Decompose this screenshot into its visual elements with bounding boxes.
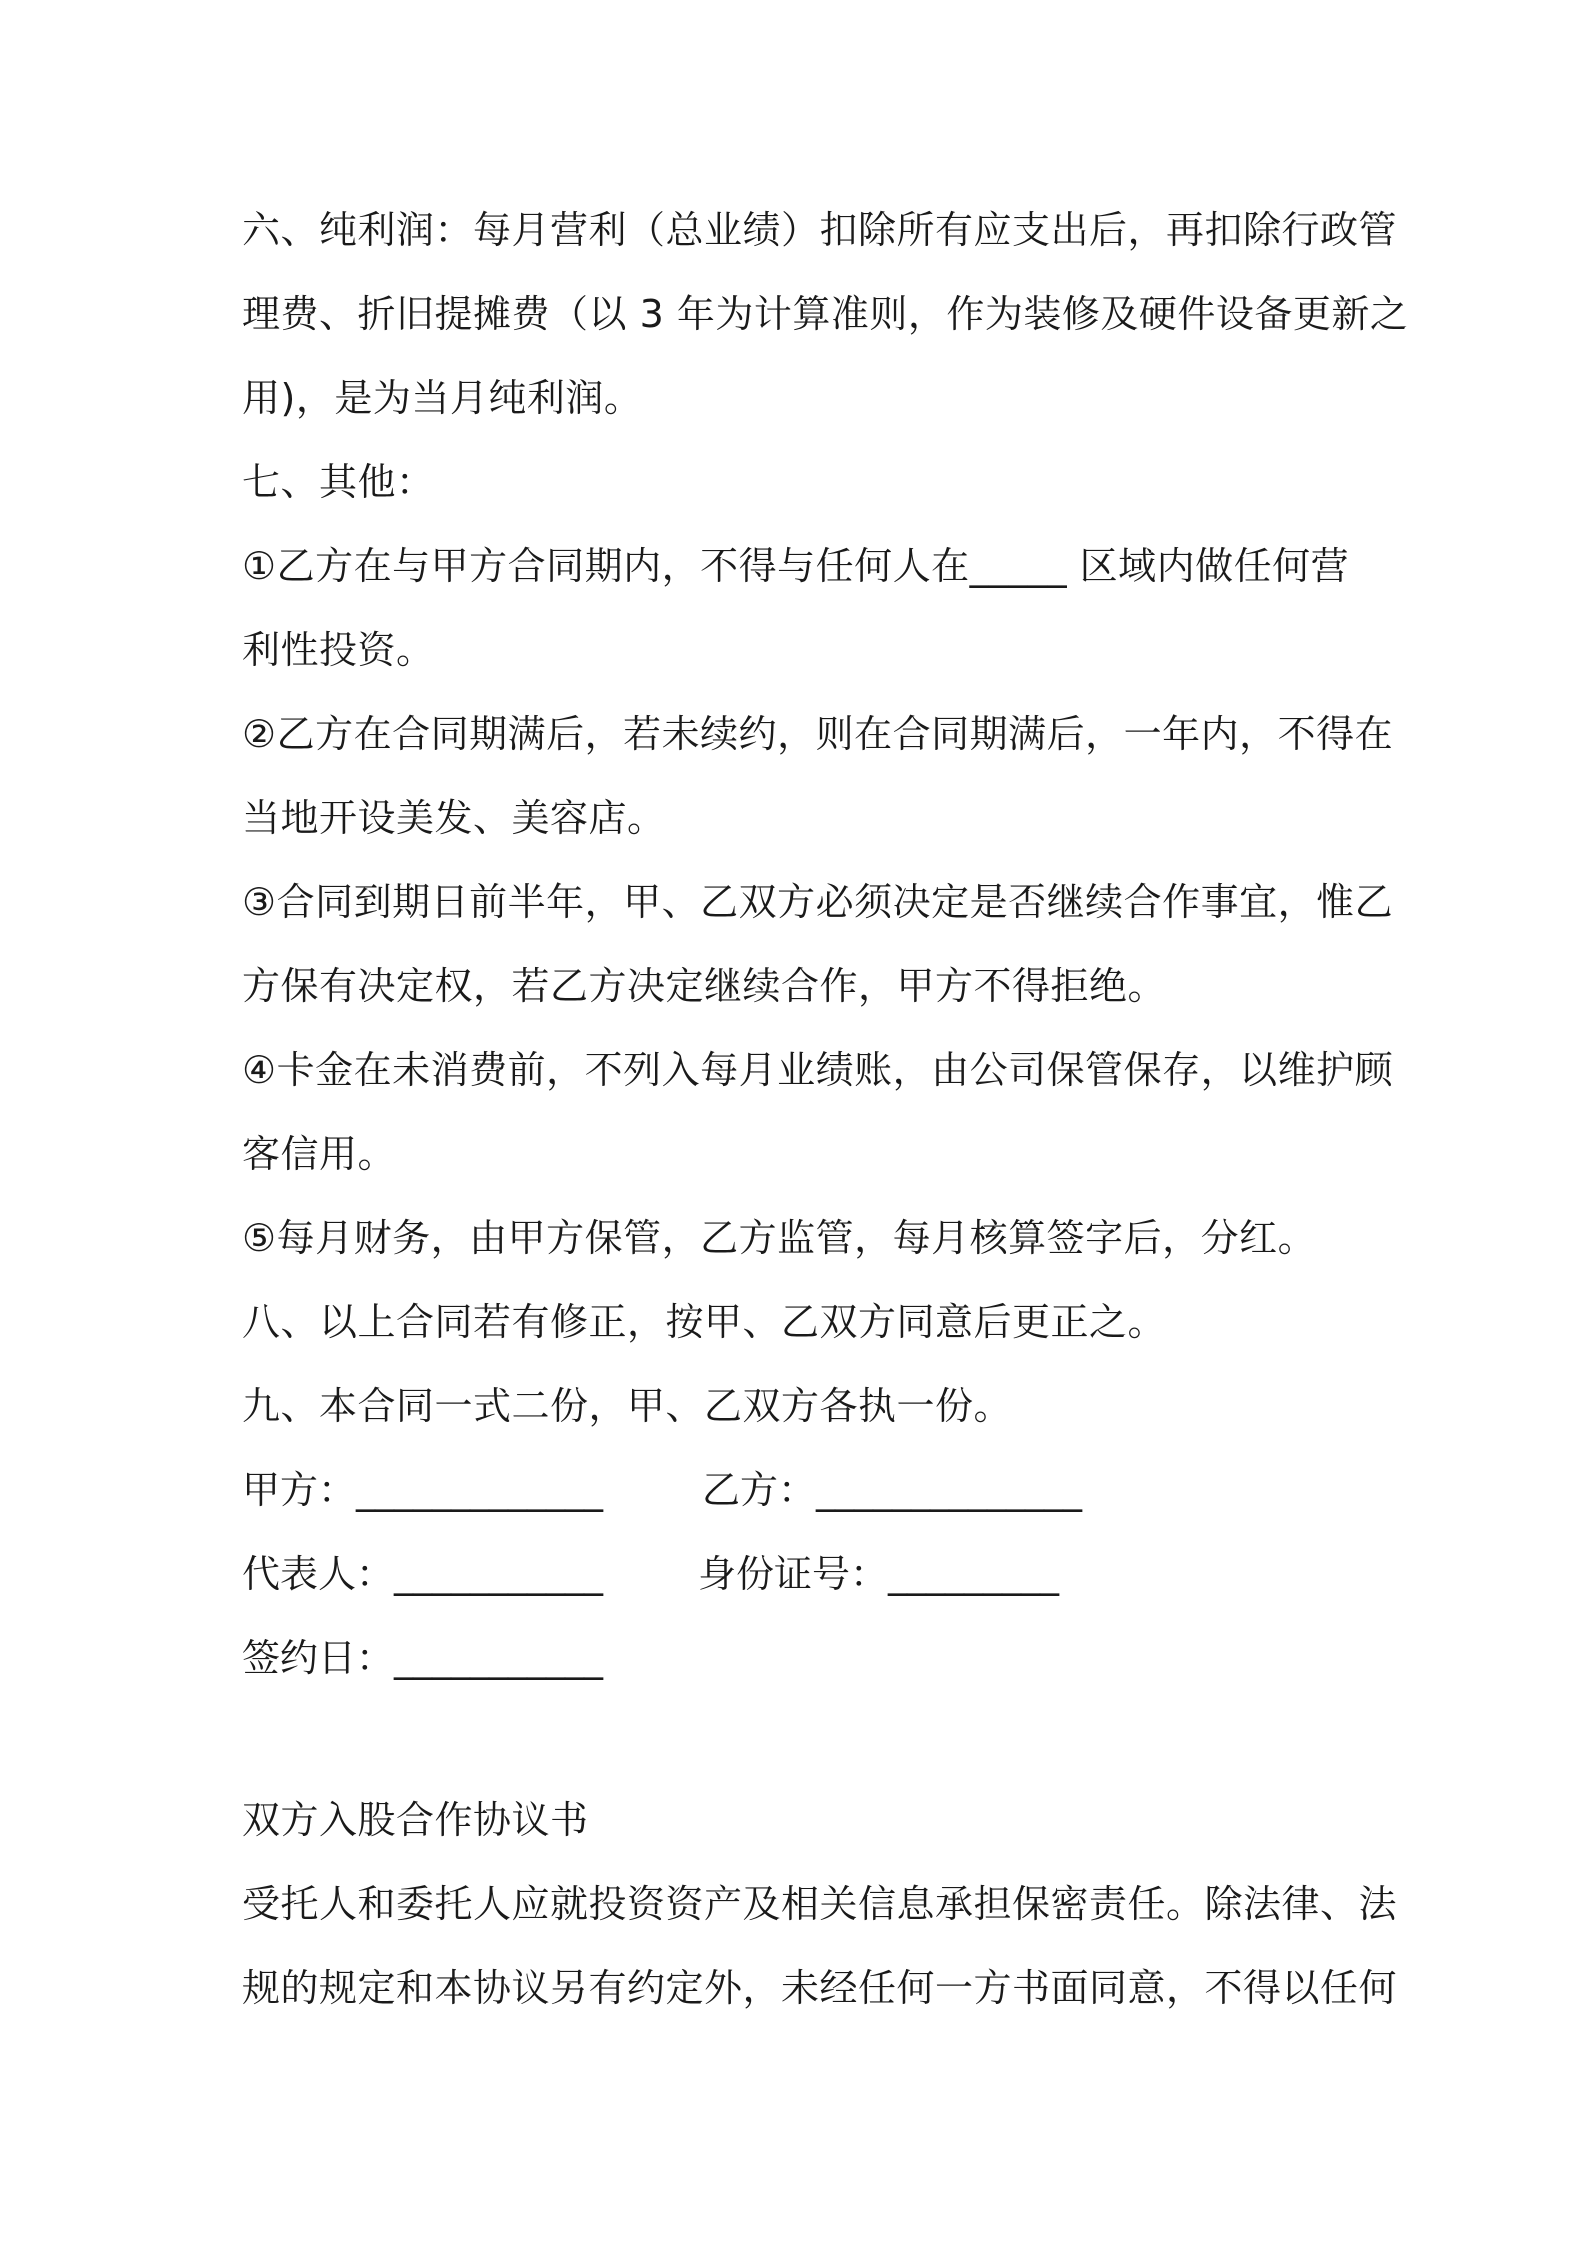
clause-7-item-3-line-1: ③合同到期日前半年，甲、乙双方必须决定是否继续合作事宜，惟乙 xyxy=(242,880,1394,924)
clause-7-item-1-line-1: ①乙方在与甲方合同期内，不得与任何人在_____ 区域内做任何营 xyxy=(242,544,1350,588)
clause-7-item-5: ⑤每月财务，由甲方保管，乙方监管，每月核算签字后，分红。 xyxy=(242,1216,1317,1260)
representative-field: 代表人：___________ xyxy=(242,1552,604,1596)
id-number-field: 身份证号：_________ xyxy=(698,1552,1060,1596)
second-document-title: 双方入股合作协议书 xyxy=(242,1798,589,1842)
clause-6-line-2: 理费、折旧提摊费（以 3 年为计算准则，作为装修及硬件设备更新之 xyxy=(242,292,1409,336)
clause-7-item-4-line-1: ④卡金在未消费前，不列入每月业绩账，由公司保管保存，以维护顾 xyxy=(242,1048,1394,1092)
second-document-line-2: 规的规定和本协议另有约定外，未经任何一方书面同意，不得以任何 xyxy=(242,1966,1398,2010)
clause-8: 八、以上合同若有修正，按甲、乙双方同意后更正之。 xyxy=(242,1300,1167,1344)
clause-9: 九、本合同一式二份，甲、乙双方各执一份。 xyxy=(242,1384,1013,1428)
clause-7-item-1-line-2: 利性投资。 xyxy=(242,628,435,672)
party-b-signature-field: 乙方：______________ xyxy=(702,1468,1083,1512)
clause-6-line-1: 六、纯利润：每月营利（总业绩）扣除所有应支出后，再扣除行政管 xyxy=(242,208,1398,252)
clause-7-heading: 七、其他： xyxy=(242,460,435,504)
clause-7-item-3-line-2: 方保有决定权，若乙方决定继续合作，甲方不得拒绝。 xyxy=(242,964,1167,1008)
sign-date-field: 签约日：___________ xyxy=(242,1636,604,1680)
clause-6-line-3: 用)，是为当月纯利润。 xyxy=(242,376,643,420)
clause-7-item-4-line-2: 客信用。 xyxy=(242,1132,397,1176)
second-document-line-1: 受托人和委托人应就投资资产及相关信息承担保密责任。除法律、法 xyxy=(242,1882,1398,1926)
clause-7-item-2-line-2: 当地开设美发、美容店。 xyxy=(242,796,666,840)
party-a-signature-field: 甲方：_____________ xyxy=(242,1468,604,1512)
clause-7-item-2-line-1: ②乙方在合同期满后，若未续约，则在合同期满后，一年内，不得在 xyxy=(242,712,1394,756)
